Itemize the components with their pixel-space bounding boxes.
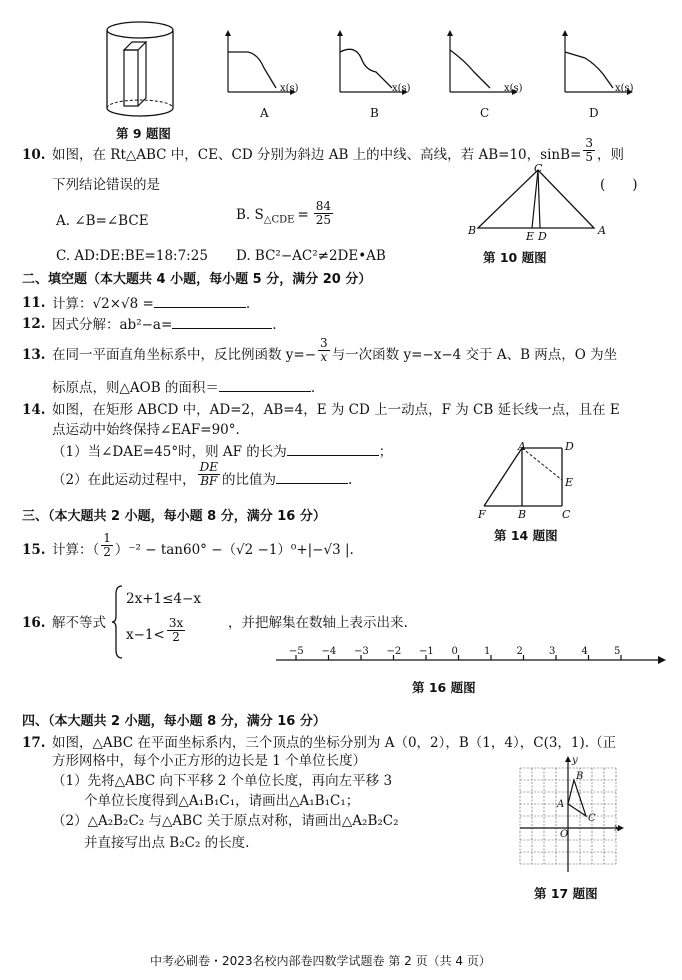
q16-ineq2-pre: x−1<: [126, 627, 165, 643]
q15-post: ）⁻² − tan60° −（√2 −1）⁰+|−√3 |.: [114, 542, 354, 558]
fig14-label-a: A: [518, 440, 526, 453]
q10-option-d: D. BC²−AC²≠2DE•AB: [236, 248, 386, 264]
q17-part2-a: （2）△A₂B₂C₂ 与△ABC 关于原点对称，请画出△A₂B₂C₂: [52, 813, 399, 829]
q15-number: 15.: [22, 542, 46, 558]
number-line-tick-label: 2: [516, 646, 523, 657]
q14-part1-text: （1）当∠DAE=45°时，则 AF 的长为: [52, 444, 287, 460]
fig9-c-label: C: [480, 106, 490, 120]
q12-end: .: [272, 317, 277, 333]
q17-line2: 方形网格中，每个小正方形的边长是 1 个单位长度）: [52, 753, 367, 769]
fig17-caption: 第 17 题图: [534, 886, 598, 901]
fig14-label-d: D: [565, 440, 574, 453]
q11-end: .: [245, 296, 251, 312]
number-line-tick-label: −2: [386, 646, 402, 657]
q14-part2-blank[interactable]: [276, 470, 348, 484]
fig9-a-label: A: [260, 106, 269, 120]
q11-text: [52, 294, 250, 313]
fig9-cylinder: [100, 20, 180, 120]
q17-part1-a: （1）先将△ABC 向下平移 2 个单位长度，再向左平移 3: [52, 773, 393, 789]
q10-stem-line2: 下列结论错误的是: [52, 177, 160, 193]
q13-text-a: 在同一平面直角坐标系中，反比例函数 y=−: [52, 347, 317, 363]
number-line-tick-label: 4: [581, 646, 588, 657]
fig14-label-f: F: [478, 508, 486, 521]
q16-number: 16.: [22, 615, 46, 631]
q13-text-2: 标原点，则△AOB 的面积＝: [52, 380, 219, 396]
fig14-label-e: E: [565, 476, 574, 489]
q12-text: [52, 315, 277, 334]
q10-option-b-fraction: [314, 200, 333, 227]
fig9-d-axis: x(s): [615, 83, 634, 94]
fig17-label-y: y: [572, 755, 578, 766]
q10-option-b-num: 84: [315, 199, 332, 213]
q10-option-b-s: B. S: [236, 207, 264, 223]
q16-frac-den: 2: [172, 630, 180, 644]
fig14-caption: 第 14 题图: [494, 528, 558, 543]
q11-number: 11.: [22, 295, 46, 311]
q13-line2: [52, 378, 315, 397]
q10-sin-numerator: 3: [585, 136, 593, 150]
q13-frac-num: 3: [320, 336, 328, 350]
number-line-tick-label: −4: [321, 646, 337, 657]
number-line-tick-label: 0: [451, 646, 458, 657]
q10-stem-text: 如图，在 Rt△ABC 中，CE、CD 分别为斜边 AB 上的中线、高线，若 AB=10，sinB=: [52, 147, 582, 163]
q17-number: 17.: [22, 735, 46, 751]
q15-fraction: [101, 532, 113, 559]
number-line-tick-label: 1: [484, 646, 491, 657]
q14-part2-end: .: [347, 472, 353, 488]
q13-text-b: 与一次函数 y=−x−4 交于 A、B 两点，O 为坐: [331, 347, 618, 363]
fig17-label-b: B: [576, 771, 584, 782]
q14-line2: 点运动中始终保持∠EAF=90°.: [52, 422, 240, 438]
q10-option-b: [236, 199, 335, 230]
number-line-tick-label: 3: [549, 646, 556, 657]
fig10-label-e: E: [526, 230, 535, 243]
q16-system-brace: [112, 584, 124, 660]
q13-number: 13.: [22, 347, 46, 363]
q16-inequality-1: 2x+1≤4−x: [126, 591, 201, 607]
fig9-caption: 第 9 题图: [116, 126, 171, 141]
q16-post: ，并把解集在数轴上表示出来.: [228, 615, 408, 631]
q15-pre: 计算：（: [52, 542, 100, 558]
section-2-title: 二、填空题（本大题共 4 小题，每小题 5 分，满分 20 分）: [22, 272, 372, 287]
q10-option-b-sub: △CDE: [263, 214, 295, 226]
q10-sin-denominator: 5: [585, 150, 593, 164]
fig17-grid: [516, 752, 626, 878]
fig17-label-x: x: [614, 823, 620, 834]
fig9-c-axis: x(s): [504, 83, 523, 94]
q14-frac-den: BF: [200, 474, 218, 488]
q10-option-b-den: 25: [315, 213, 332, 227]
q17-part1-b: 个单位长度得到△A₁B₁C₁，请画出△A₁B₁C₁；: [84, 793, 360, 809]
fig9-b-label: B: [370, 106, 379, 120]
number-line-tick-label: −5: [289, 646, 304, 657]
fig10-caption: 第 10 题图: [483, 250, 547, 265]
section-3-title: 三、（本大题共 2 小题，每小题 8 分，满分 16 分）: [22, 509, 326, 524]
q17-part2-b: 并直接写出点 B₂C₂ 的长度.: [84, 835, 250, 851]
q14-part2-pre: （2）在此运动过程中，: [52, 472, 196, 488]
q14-number: 14.: [22, 402, 46, 418]
q13-answer-blank[interactable]: [219, 378, 311, 392]
q14-part2-post: 的比值为: [221, 472, 276, 488]
q10-answer-paren: ( ): [600, 177, 638, 193]
q15-frac-num: 1: [103, 531, 111, 545]
q14-line1: 如图，在矩形 ABCD 中，AD=2，AB=4，E 为 CD 上一动点，F 为 CB 延长线一点，且在 E: [52, 402, 620, 418]
q10-number: 10.: [22, 147, 46, 163]
number-line-tick-label: −3: [354, 646, 369, 657]
fig17-label-c: C: [588, 813, 596, 824]
q16-frac-num: 3x: [168, 616, 184, 630]
q13-frac-den: x: [320, 350, 328, 364]
fig10-label-b: B: [468, 224, 477, 237]
q17-line1: 如图，△ABC 在平面坐标系内，三个顶点的坐标分别为 A（0，2），B（1，4），C(3，1).（正: [52, 735, 617, 751]
q14-frac-num: DE: [199, 460, 218, 474]
fig9-a-axis: x(s): [280, 83, 299, 94]
q16-inequality-2: [126, 616, 187, 644]
q10-option-b-eq: =: [297, 207, 309, 223]
q12-number: 12.: [22, 316, 46, 332]
q14-fraction: [198, 461, 220, 488]
q12-question: 因式分解：ab²−a=: [52, 317, 173, 333]
fig10-label-a: A: [598, 224, 606, 237]
q14-part1-blank[interactable]: [287, 442, 379, 456]
q10-option-c: C. AD:DE:BE=18:7:25: [56, 248, 208, 264]
q13-end: .: [310, 380, 316, 396]
q10-option-a: A. ∠B=∠BCE: [56, 213, 149, 229]
q12-answer-blank[interactable]: [172, 315, 272, 329]
number-line-tick-label: 5: [614, 646, 621, 657]
section-4-title: 四、（本大题共 2 小题，每小题 8 分，满分 16 分）: [22, 714, 326, 729]
q14-part2: [52, 460, 353, 489]
fig14-label-c: C: [562, 508, 571, 521]
q10-stem-tail: ，则: [596, 147, 624, 163]
q14-part1-end: ；: [378, 444, 393, 460]
q11-question: 计算：√2×√8 =: [52, 296, 154, 312]
q16-fraction: [167, 617, 185, 644]
q14-part1: [52, 442, 392, 461]
q11-answer-blank[interactable]: [154, 294, 246, 308]
q13-fraction: [318, 337, 330, 364]
q15-frac-den: 2: [103, 545, 111, 559]
fig10-label-c: C: [534, 162, 543, 175]
fig9-d-label: D: [589, 106, 599, 120]
fig14-label-b: B: [518, 508, 527, 521]
q16-pre: 解不等式: [52, 615, 106, 631]
number-line-tick-label: −1: [419, 646, 434, 657]
fig17-label-a: A: [557, 799, 565, 810]
fig10-label-d: D: [538, 230, 547, 243]
fig9-b-axis: x(s): [392, 83, 411, 94]
page-footer: 中考必刷卷・2023名校内部卷四数学试题卷 第 2 页（共 4 页）: [150, 954, 491, 968]
fig17-label-o: O: [560, 829, 569, 840]
q15-expression: [52, 531, 354, 559]
q13-line1: [52, 336, 618, 364]
fig16-caption: 第 16 题图: [412, 680, 476, 695]
